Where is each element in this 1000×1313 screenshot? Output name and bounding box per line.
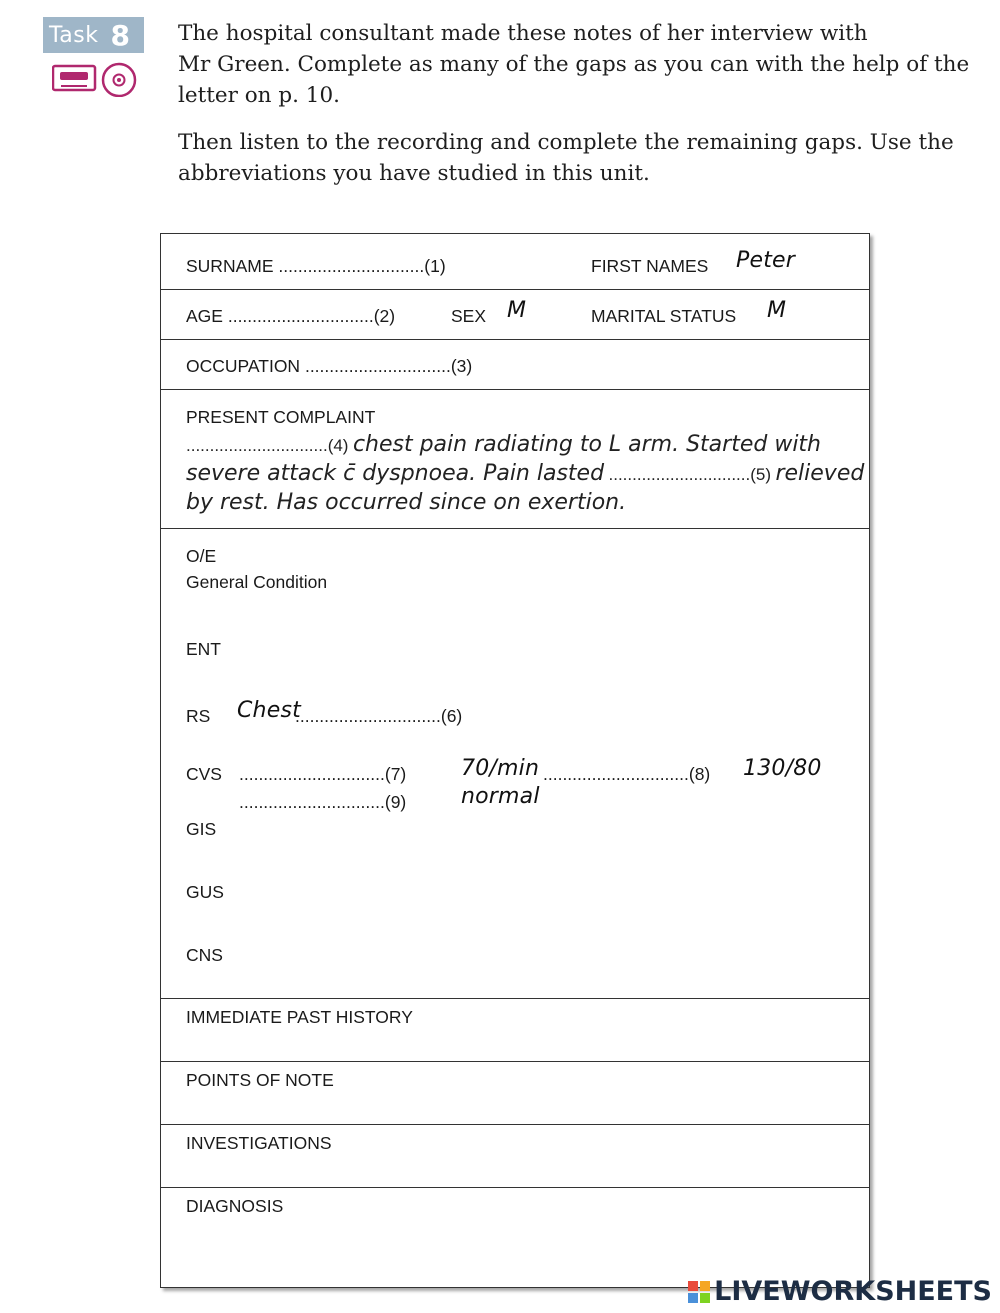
row-divider [161, 1061, 869, 1062]
complaint-text: by rest. Has occurred since on exertion. [186, 490, 627, 515]
blood-pressure-value: 130/80 [743, 756, 822, 781]
row-divider [161, 528, 869, 529]
sex-label: SEX [451, 306, 487, 326]
cassette-icon [53, 66, 95, 90]
liveworksheets-logo [687, 1276, 992, 1307]
gap-7[interactable]: ..............................(7) [239, 764, 407, 784]
complaint-text: severe attack c̄ dyspnoea. Pain lasted [186, 461, 605, 486]
rs-label: RS [186, 706, 211, 726]
media-icons [52, 61, 142, 97]
intro-line: abbreviations you have studied in this unit. [178, 161, 650, 186]
task-word: Task [49, 22, 99, 48]
complaint-line-2 [186, 461, 864, 486]
gap-2[interactable]: ..............................(2) [227, 306, 396, 326]
rs-value: Chest [237, 698, 301, 723]
task-number: 8 [110, 18, 130, 52]
gap-3[interactable]: ..............................(3) [304, 356, 473, 376]
complaint-line-3 [186, 490, 626, 515]
instructions-paragraph-2 [178, 127, 978, 189]
row-divider [161, 339, 869, 340]
gus-label: GUS [186, 882, 224, 902]
sex-value: M [507, 298, 527, 323]
gap-6[interactable]: ..............................(6) [295, 706, 463, 726]
row-divider [161, 289, 869, 290]
general-condition-label: General Condition [186, 572, 328, 592]
task-instructions [178, 18, 978, 189]
heart-sounds-value: normal [461, 784, 540, 809]
gap-4[interactable]: ..............................(4) [186, 436, 349, 455]
surname-field [186, 256, 446, 277]
watermark-text: LIVEWORKSHEETS [714, 1276, 992, 1307]
gap-9[interactable]: ..............................(9) [239, 792, 407, 812]
row-divider [161, 389, 869, 390]
patient-notes-form [160, 233, 870, 1288]
first-names-label: FIRST NAMES [591, 256, 709, 276]
gis-label: GIS [186, 819, 217, 839]
marital-status-value: M [767, 298, 787, 323]
row-divider [161, 998, 869, 999]
complaint-text: chest pain radiating to L arm. Started with [352, 432, 821, 457]
occupation-label: OCCUPATION [186, 356, 301, 376]
oe-label: O/E [186, 546, 217, 566]
diagnosis-label: DIAGNOSIS [186, 1196, 284, 1216]
surname-label: SURNAME [186, 256, 274, 276]
gap-5[interactable]: ..............................(5) [608, 465, 771, 484]
cvs-label: CVS [186, 764, 222, 784]
occupation-field [186, 356, 472, 377]
investigations-label: INVESTIGATIONS [186, 1133, 332, 1153]
intro-line: letter on p. 10. [178, 83, 340, 108]
intro-line: Mr Green. Complete as many of the gaps as you can with the help of the [178, 52, 970, 77]
first-names-value: Peter [736, 248, 796, 273]
complaint-text: relieved [775, 461, 865, 486]
liveworksheets-logo-icon [687, 1280, 711, 1304]
instructions-paragraph-1 [178, 18, 978, 111]
present-complaint-label: PRESENT COMPLAINT [186, 407, 376, 427]
task-badge [43, 17, 144, 53]
age-field [186, 306, 395, 327]
gap-8[interactable]: ..............................(8) [543, 764, 711, 784]
row-divider [161, 1187, 869, 1188]
gap-1[interactable]: ..............................(1) [278, 256, 446, 276]
ent-label: ENT [186, 639, 221, 659]
marital-status-label: MARITAL STATUS [591, 306, 737, 326]
intro-line: The hospital consultant made these notes of her interview with [178, 21, 868, 46]
points-of-note-label: POINTS OF NOTE [186, 1070, 334, 1090]
row-divider [161, 1124, 869, 1125]
intro-line: Then listen to the recording and complete the remaining gaps. Use the [178, 130, 954, 155]
complaint-line-1 [186, 432, 821, 457]
immediate-past-history-label: IMMEDIATE PAST HISTORY [186, 1007, 413, 1027]
cd-icon [103, 64, 135, 96]
pulse-value: 70/min [461, 756, 540, 781]
cns-label: CNS [186, 945, 223, 965]
age-label: AGE [186, 306, 223, 326]
